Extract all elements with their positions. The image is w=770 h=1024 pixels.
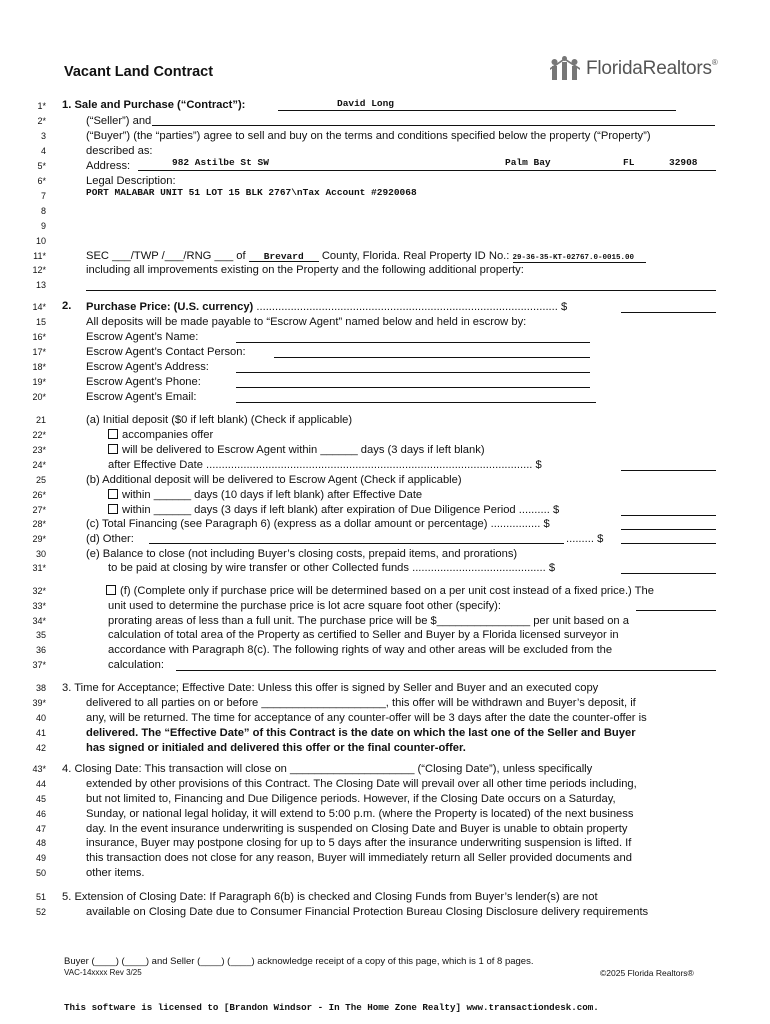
line-number: 40 [35, 713, 46, 723]
escrow-email-label: Escrow Agent’s Email: [86, 391, 197, 403]
additional-within-10-checkbox[interactable] [108, 489, 118, 499]
line-number: 47 [35, 824, 46, 834]
purchase-price-field[interactable] [621, 312, 716, 313]
line-number: 39* [32, 698, 46, 708]
line-number: 30 [35, 549, 46, 559]
line-number: 10 [35, 236, 46, 246]
line-number: 19* [32, 377, 46, 387]
total-financing-field[interactable] [621, 529, 716, 530]
line-number: 46 [35, 809, 46, 819]
line-number: 9 [40, 221, 46, 231]
calculation-line: calculation of total area of the Property as certified to Seller and Buyer by a Florida licensed surveyor in [108, 629, 619, 641]
copyright: ©2025 Florida Realtors® [600, 968, 694, 978]
line-number: 2* [37, 116, 46, 126]
additional-within-10-option: within ______ days (10 days if left blank) after Effective Date [108, 488, 422, 502]
improvements-line: including all improvements existing on the Property and the following additional property: [86, 264, 524, 276]
deliver-within-checkbox[interactable] [108, 444, 118, 454]
address-field-line[interactable] [138, 170, 716, 171]
other-amount-field[interactable] [621, 543, 716, 544]
line-number: 11* [33, 251, 46, 261]
other-description-field[interactable] [149, 543, 564, 544]
buyer-name-value: David Long [337, 98, 395, 109]
calculation-label: calculation: [108, 659, 164, 671]
balance-to-close-line: (e) Balance to close (not including Buyer’s closing costs, prepaid items, and prorations) [86, 548, 518, 560]
purchase-price-line: Purchase Price: (U.S. currency) ................................................................................................. $ [86, 301, 568, 313]
deliver-within-option: will be delivered to Escrow Agent within ______ days (3 days if left blank) [108, 443, 485, 457]
accompanies-offer-option: accompanies offer [108, 428, 213, 442]
excluded-areas-field[interactable] [176, 670, 716, 671]
escrow-address-field[interactable] [236, 372, 590, 373]
line-number: 12* [32, 265, 46, 275]
address-zip-value: 32908 [669, 157, 698, 168]
line-number: 17* [32, 347, 46, 357]
line-number: 31* [32, 563, 46, 573]
line-number: 37* [32, 660, 46, 670]
section-4-line4: Sunday, or national legal holiday, it will extend to 5:00 p.m. (where the Property is located) of the next business [86, 808, 634, 820]
logo-wordmark: FloridaRealtors® [586, 58, 718, 79]
line-number: 38 [35, 683, 46, 693]
line-number: 15 [35, 317, 46, 327]
additional-within-3-checkbox[interactable] [108, 504, 118, 514]
legal-description-label: Legal Description: [86, 175, 176, 187]
line-number: 7 [40, 191, 46, 201]
unit-used-line: unit used to determine the purchase price is lot acre square foot other (specify): [108, 600, 502, 612]
escrow-name-field[interactable] [236, 342, 590, 343]
escrow-phone-field[interactable] [236, 387, 590, 388]
line-number: 20* [32, 392, 46, 402]
line-number: 48 [35, 838, 46, 848]
florida-realtors-logo [550, 56, 718, 82]
form-number: VAC-14xxxx Rev 3/25 [64, 968, 142, 977]
section-4-line7: this transaction does not close for any reason, Buyer will immediately return all Seller provided documents and [86, 852, 632, 864]
section-4-line3: but not limited to, Financing and Due Diligence periods. However, if the Closing Date occurs on a Saturday, [86, 793, 616, 805]
line-number: 25 [35, 475, 46, 485]
line-number: 23* [32, 445, 46, 455]
additional-deposit-field[interactable] [621, 515, 716, 516]
property-id-field[interactable]: 29-36-35-KT-02767.0-0015.00 [513, 251, 646, 263]
line-number: 13 [35, 280, 46, 290]
section-4-line8: other items. [86, 867, 145, 879]
page-title: Vacant Land Contract [64, 64, 214, 80]
escrow-phone-label: Escrow Agent’s Phone: [86, 376, 201, 388]
other-line: (d) Other: [86, 533, 134, 545]
line-number: 36 [35, 645, 46, 655]
address-label: Address: [86, 160, 131, 172]
deposits-line: All deposits will be made payable to “Escrow Agent” named below and held in escrow by: [86, 316, 527, 328]
sec-twp-rng-line: SEC ___/TWP /___/RNG ___ of Brevard County, Florida. Real Property ID No.: 29-36-35-KT-02767.0-0015.00 [86, 249, 646, 263]
line-number: 6* [37, 176, 46, 186]
balance-field[interactable] [621, 573, 716, 574]
escrow-name-label: Escrow Agent’s Name: [86, 331, 199, 343]
additional-deposit-line: (b) Additional deposit will be delivered to Escrow Agent (Check if applicable) [86, 474, 462, 486]
section-4-line6: insurance, Buyer may postpone closing for up to 5 days after the insurance underwriting suspension is lifted. If [86, 837, 632, 849]
line-number: 44 [35, 779, 46, 789]
realtors-logo-icon [550, 56, 586, 82]
section-3-line4: delivered. The “Effective Date” of this Contract is the date on which the last one of the Seller and Buyer [86, 727, 636, 739]
section-3-line1: 3. Time for Acceptance; Effective Date: Unless this offer is signed by Seller and Buyer and an executed copy [62, 682, 599, 694]
line-number: 14* [32, 302, 46, 312]
line-number: 21 [35, 415, 46, 425]
described-as-line: described as: [86, 145, 153, 157]
legal-description-value: PORT MALABAR UNIT 51 LOT 15 BLK 2767\nTax Account #2920068 [86, 187, 417, 198]
line-number: 5* [37, 161, 46, 171]
seller-line: (“Seller”) and [86, 115, 152, 127]
line-number: 4 [40, 146, 46, 156]
section-4-line5: day. In the event insurance underwriting is suspended on Closing Date and Buyer is unable to obtain property [86, 823, 628, 835]
additional-property-field-line[interactable] [86, 290, 716, 291]
address-street-value: 982 Astilbe St SW [172, 157, 269, 168]
line-number: 32* [32, 586, 46, 596]
accordance-line: accordance with Paragraph 8(c). The following rights of way and other areas will be excluded from the [108, 644, 613, 656]
total-financing-line: (c) Total Financing (see Paragraph 6) (express as a dollar amount or percentage) ................ $ [86, 518, 550, 530]
line-number: 34* [32, 616, 46, 626]
section-5-line2: available on Closing Date due to Consumer Financial Protection Bureau Closing Disclosure delivery requirements [86, 906, 649, 918]
seller-field-line[interactable] [152, 125, 715, 126]
initial-deposit-line: (a) Initial deposit ($0 if left blank) (Check if applicable) [86, 414, 353, 426]
line-number: 29* [32, 534, 46, 544]
license-notice: This software is licensed to [Brandon Windsor - In The Home Zone Realty] www.transactiondesk.com. [64, 1002, 599, 1013]
section-3-line2: delivered to all parties on or before ____________________, this offer will be withdrawn and Buyer’s deposit, if [86, 697, 636, 709]
line-number: 24* [32, 460, 46, 470]
line-number: 28* [32, 519, 46, 529]
line-number: 33* [32, 601, 46, 611]
section-3-line5: has signed or initialed and delivered this offer or the final counter-offer. [86, 742, 466, 754]
buyer-field-line[interactable] [278, 110, 676, 111]
line-number: 8 [40, 206, 46, 216]
address-state-value: FL [623, 157, 635, 168]
line-number: 49 [35, 853, 46, 863]
escrow-email-field[interactable] [236, 402, 596, 403]
initial-deposit-field[interactable] [621, 470, 716, 471]
escrow-address-label: Escrow Agent’s Address: [86, 361, 209, 373]
accompanies-offer-checkbox[interactable] [108, 429, 118, 439]
wire-transfer-line: to be paid at closing by wire transfer or other Collected funds ........................................... $ [108, 562, 556, 574]
other-unit-field[interactable] [636, 610, 716, 611]
escrow-contact-field[interactable] [274, 357, 590, 358]
county-field[interactable]: Brevard [249, 250, 319, 262]
line-number: 27* [32, 505, 46, 515]
line-number: 45 [35, 794, 46, 804]
line-number: 52 [35, 907, 46, 917]
section-3-line3: any, will be returned. The time for acceptance of any counter-offer will be 3 days after the date the counter-offer is [86, 712, 647, 724]
section-5-line1: 5. Extension of Closing Date: If Paragraph 6(b) is checked and Closing Funds from Buyer’s lender(s) are not [62, 891, 598, 903]
line-number: 16* [32, 332, 46, 342]
section-4-line2: extended by other provisions of this Contract. The Closing Date will prevail over all other time periods including, [86, 778, 637, 790]
other-dots: ......... $ [566, 533, 604, 545]
prorating-line: prorating areas of less than a full unit. The purchase price will be $_______________ per unit based on a [108, 615, 629, 627]
section-1-heading: 1. Sale and Purchase (“Contract”): [62, 99, 246, 111]
line-number: 51 [35, 892, 46, 902]
address-city-value: Palm Bay [505, 157, 551, 168]
line-number: 18* [32, 362, 46, 372]
per-unit-line: (f) (Complete only if purchase price will be determined based on a per unit cost instead of a fixed price.) The [86, 584, 654, 598]
line-number: 26* [32, 490, 46, 500]
after-effective-date-line: after Effective Date ......................................................................................................... $ [108, 459, 542, 471]
per-unit-checkbox[interactable] [106, 585, 116, 595]
line-number: 42 [35, 743, 46, 753]
line-number: 22* [32, 430, 46, 440]
line-number: 41 [35, 728, 46, 738]
additional-within-3-option: within ______ days (3 days if left blank) after expiration of Due Diligence Period .......... $ [108, 503, 559, 517]
receipt-acknowledgment: Buyer (____) (____) and Seller (____) (____) acknowledge receipt of a copy of this page, which is 1 of 8 pages. [64, 956, 534, 967]
line-number: 3 [40, 131, 46, 141]
line-number: 35 [35, 630, 46, 640]
line-number: 1* [37, 101, 46, 111]
section-4-line1: 4. Closing Date: This transaction will close on ____________________ (“Closing Date”), unless specifically [62, 763, 593, 775]
line-number: 43* [32, 764, 46, 774]
section-2-number: 2. [62, 300, 72, 312]
escrow-contact-label: Escrow Agent’s Contact Person: [86, 346, 246, 358]
line-number: 50 [35, 868, 46, 878]
buyer-parties-line: (“Buyer”) (the “parties”) agree to sell and buy on the terms and conditions specified below the property (“Property”) [86, 130, 651, 142]
